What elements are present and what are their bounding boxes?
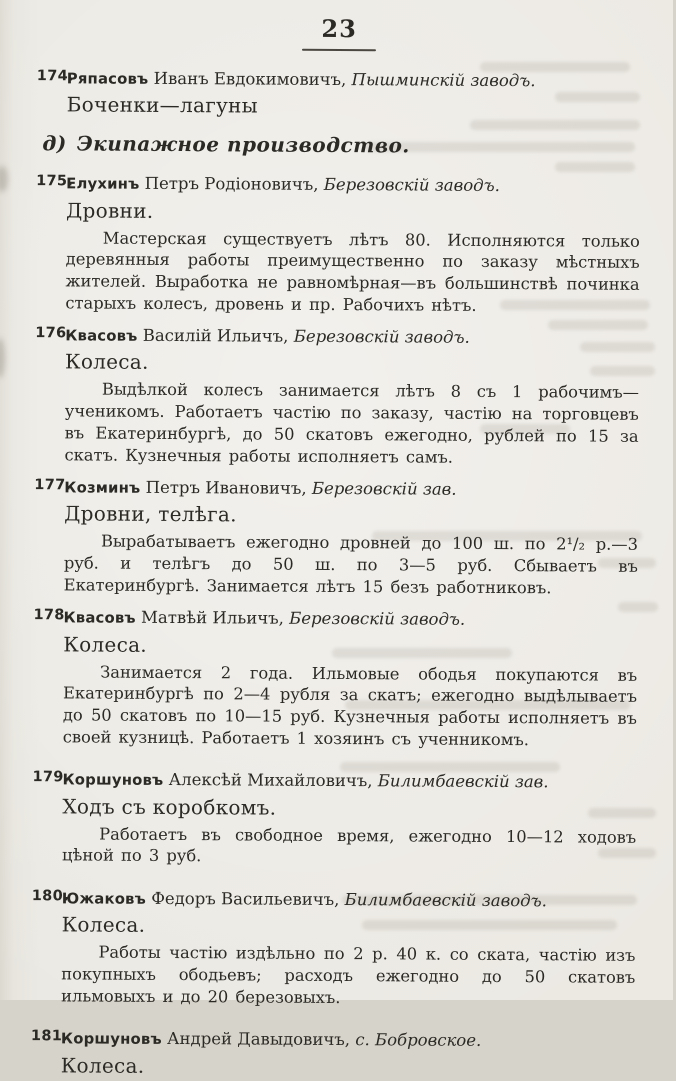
entry-surname: Коршуновъ xyxy=(62,771,164,790)
entry-heading xyxy=(67,67,641,93)
entry-product: Колеса. xyxy=(60,1052,145,1078)
entry-surname: Козминъ xyxy=(64,479,141,497)
entry-number: 176. xyxy=(35,325,73,342)
entry-description: Работаетъ въ свободное время, ежегодно 10—12 ходовъ цѣной по 3 руб. xyxy=(62,824,637,866)
entry-given-name: Иванъ Евдокимовичъ, xyxy=(153,68,347,90)
entry-given-name: Алексѣй Михайловичъ, xyxy=(168,770,373,791)
catalog-entry-176 xyxy=(34,324,639,469)
entry-place: Билимбаевскій заводъ. xyxy=(344,890,547,911)
entry-given-name: Петръ Родіоновичъ, xyxy=(144,174,319,195)
catalog-entry-180 xyxy=(31,887,636,1010)
entry-heading xyxy=(61,1028,635,1054)
entry-heading xyxy=(62,887,636,913)
entry-product: Ходъ съ коробкомъ. xyxy=(62,794,277,820)
entry-product: Дровни. xyxy=(65,197,154,223)
entry-surname: Елухинъ xyxy=(66,175,140,194)
catalog-entry-179 xyxy=(32,769,637,870)
entry-number: 181. xyxy=(30,1028,68,1045)
entry-given-name: Андрей Давыдовичъ, xyxy=(167,1029,351,1050)
page-number: 23 xyxy=(321,13,357,44)
entry-place: с. Бобровское. xyxy=(355,1030,482,1051)
entry-place: Березовскій заводъ. xyxy=(289,609,466,630)
entry-given-name: Федоръ Васильевичъ, xyxy=(151,888,340,910)
entry-place: Билимбаевскій зав. xyxy=(377,771,549,792)
section-header xyxy=(42,131,640,159)
entry-product: Дровни, телѣга. xyxy=(64,501,237,527)
section-label: д) xyxy=(42,131,67,156)
catalog-entry-181 xyxy=(31,1027,635,1080)
entry-product: Колеса. xyxy=(61,912,146,938)
entry-place: Пышминскій заводъ. xyxy=(351,70,536,91)
entry-heading xyxy=(64,477,638,503)
catalog-entry-178 xyxy=(33,607,638,752)
entry-product: Колеса. xyxy=(63,632,148,657)
entry-heading xyxy=(62,769,636,795)
entry-number: 179. xyxy=(32,769,70,786)
entry-number: 175. xyxy=(36,173,74,190)
entry-surname: Коршуновъ xyxy=(60,1030,162,1049)
entry-heading xyxy=(65,325,639,351)
entry-heading xyxy=(63,607,637,633)
entry-surname: Квасовъ xyxy=(65,327,138,345)
entry-description: Выдѣлкой колесъ занимается лѣтъ 8 съ 1 рабочимъ—ученикомъ. Работаетъ частію по заказу, частію на торговцевъ въ Екатеринбургѣ, до 50 скатовъ ежегодно, рублей по 15 за скатъ. Кузнечныя работы исполняетъ самъ. xyxy=(64,380,639,467)
entry-description: Занимается 2 года. Ильмовые ободья покупаются въ Екатеринбургѣ по 2—4 рубля за скатъ; ежегодно выдѣлываетъ до 50 скатовъ по 10—15 руб. Кузнечныя работы исполняетъ въ своей кузницѣ. Работаетъ 1 хозяинъ съ ученникомъ. xyxy=(62,662,638,749)
catalog-entry-175 xyxy=(35,172,640,317)
entry-given-name: Петръ Ивановичъ, xyxy=(145,478,307,498)
entry-description: Вырабатываетъ ежегодно дровней до 100 ш. по 2¹/₂ р.—3 руб. и телѣгъ до 50 ш. по 3—5 руб. Сбываетъ въ Екатеринбургѣ. Занимается лѣтъ 15 безъ работниковъ. xyxy=(63,531,639,598)
page-header xyxy=(37,12,641,53)
entry-number: 174. xyxy=(36,68,74,85)
entry-heading xyxy=(66,173,640,199)
entry-number: 177. xyxy=(34,477,72,494)
entry-number: 180. xyxy=(31,888,69,905)
page-number-rule xyxy=(302,49,376,51)
entry-description: Мастерская существуетъ лѣтъ 80. Исполняются только деревянныя работы преимущественно по заказу мѣстныхъ жителей. Выработка не равномѣрная—въ большинствѣ починка старыхъ колесъ, дровень и пр. Рабочихъ нѣтъ. xyxy=(65,228,640,315)
catalog-entry-177 xyxy=(34,476,639,599)
entry-description: Работы частію издѣльно по 2 р. 40 к. со ската, частію изъ покупныхъ ободьевъ; расходъ ежегодно до 50 скатовъ ильмовыхъ и до 20 березовыхъ. xyxy=(61,942,636,1007)
entry-place: Березовскій заводъ. xyxy=(323,175,500,196)
entry-surname: Ряпасовъ xyxy=(66,70,149,88)
entry-place: Березовскій зав. xyxy=(311,479,457,499)
entry-given-name: Матвѣй Ильичъ, xyxy=(140,608,284,629)
entry-product: Боченки—лагуны xyxy=(66,92,259,118)
catalog-entry-174 xyxy=(37,67,641,120)
entry-number: 178. xyxy=(33,607,71,624)
entry-product: Колеса. xyxy=(65,349,149,375)
entry-surname: Квасовъ xyxy=(63,609,136,628)
section-title: Экипажное производство. xyxy=(76,131,410,158)
entry-given-name: Василій Ильичъ, xyxy=(142,326,289,346)
entry-surname: Южаковъ xyxy=(61,890,147,908)
entry-place: Березовскій заводъ. xyxy=(293,326,470,348)
